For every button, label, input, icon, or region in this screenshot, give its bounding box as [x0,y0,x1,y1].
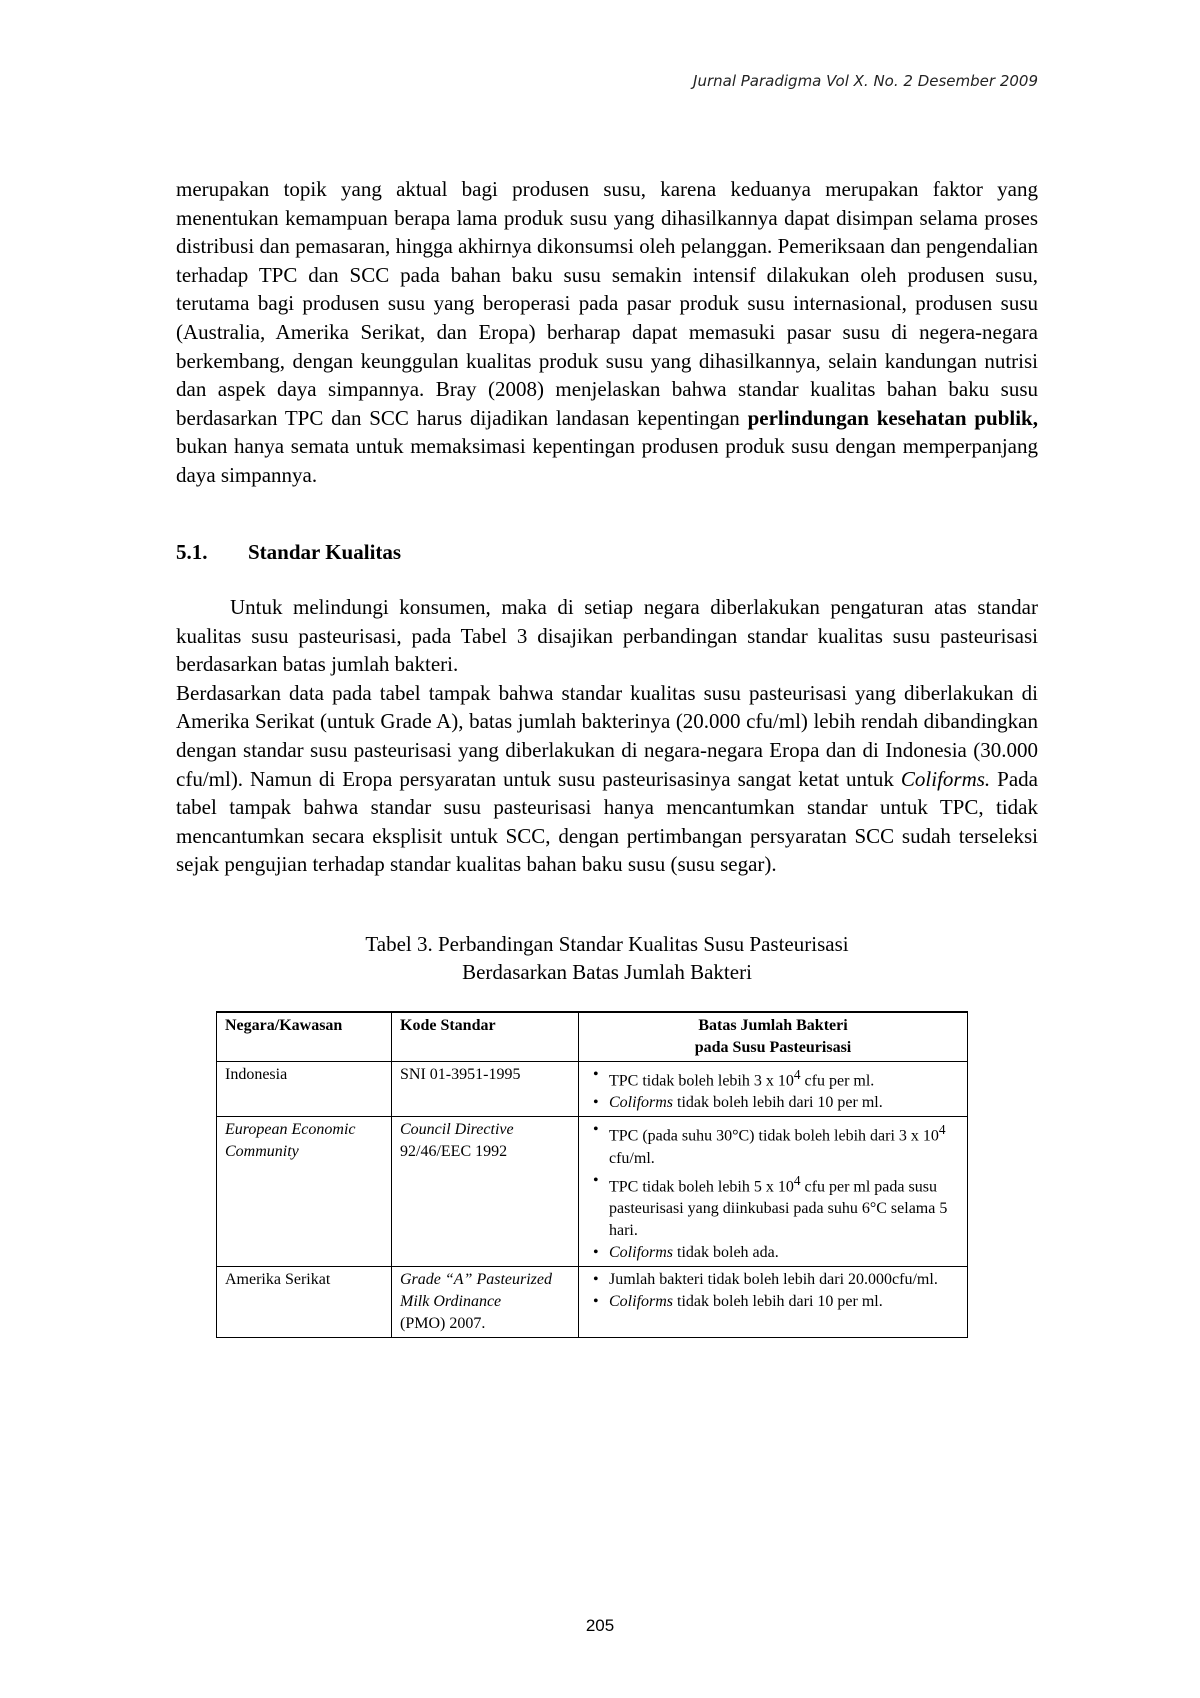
section-heading [176,540,401,565]
cell-region: Amerika Serikat [217,1266,392,1337]
cell-code [392,1117,579,1267]
cell-limits [579,1117,968,1267]
paragraph-3 [176,679,1038,879]
header-region: Negara/Kawasan [217,1012,392,1062]
paragraph-3-italic: Coliforms. [900,766,991,791]
section-body [176,593,1038,879]
limit-text: TPC tidak boleh lebih 3 x 10 [609,1072,794,1090]
header-limit-line-2: pada Susu Pasteurisasi [694,1039,852,1056]
section-title: Standar Kualitas [248,540,402,564]
cell-code-line-1: Council Directive [400,1121,514,1139]
limit-italic: Coliforms [609,1292,674,1310]
cell-code [392,1266,579,1337]
paragraph-1-bold: perlindungan kesehatan publik, [747,405,1038,430]
limit-unit: cfu per ml pada susu pasteurisasi yang diinkubasi pada suhu 6°C selama 5 hari. [609,1177,948,1239]
table-row [217,1266,968,1337]
limit-text: TPC tidak boleh lebih 5 x 10 [609,1177,794,1195]
table-row [217,1117,968,1267]
limit-bullet [609,1269,959,1291]
limit-bullet [609,1119,959,1169]
limit-text: Jumlah bakteri tidak boleh lebih dari 20.000cfu/ml. [609,1270,938,1288]
limit-text: tidak boleh ada. [673,1243,779,1261]
header-code: Kode Standar [392,1012,579,1062]
limit-bullet [609,1291,959,1313]
cell-limits [579,1266,968,1337]
limit-unit: cfu/ml. [609,1149,655,1167]
paragraph-2: Untuk melindungi konsumen, maka di setiap negara diberlakukan pengaturan atas standar kualitas susu pasteurisasi, pada Tabel 3 disajikan perbandingan standar kualitas susu pasteurisasi berdasarkan batas jumlah bakteri. [176,595,1038,677]
journal-header: Jurnal Paradigma Vol X. No. 2 Desember 2009 [693,72,1038,90]
paragraph-3-tail: Pada tabel tampak bahwa standar susu pasteurisasi hanya mencantumkan standar untuk TPC, tidak mencantumkan secara eksplisit untuk SCC, dengan pertimbangan persyaratan SCC sudah terseleksi sejak pengujian terhadap standar kualitas bahan baku susu (susu segar). [176,766,1038,877]
paragraph-1-tail: bukan hanya semata untuk memaksimasi kepentingan produsen produk susu dengan memperpanjang daya simpannya. [176,434,1038,487]
table-caption [176,930,1038,986]
limit-bullet [609,1064,959,1092]
standards-table [216,1011,968,1338]
table-caption-line-2: Berdasarkan Batas Jumlah Bakteri [462,960,752,984]
limit-text: tidak boleh lebih dari 10 per ml. [673,1094,883,1112]
table-header-row [217,1012,968,1062]
cell-code-line-2: 92/46/EEC 1992 [400,1143,508,1161]
cell-region: Indonesia [217,1062,392,1117]
table-caption-line-1: Tabel 3. Perbandingan Standar Kualitas Susu Pasteurisasi [365,932,849,956]
limit-exponent: 4 [793,1172,801,1188]
page-number: 205 [585,1616,615,1635]
header-limit [579,1012,968,1062]
limit-text: tidak boleh lebih dari 10 per ml. [673,1292,883,1310]
section-number: 5.1. [176,540,208,564]
limit-bullet [609,1092,959,1114]
limit-italic: Coliforms [609,1243,674,1261]
cell-code-tail: (PMO) 2007. [400,1314,486,1332]
cell-code: SNI 01-3951-1995 [392,1062,579,1117]
limit-bullet [609,1242,959,1264]
limit-unit: cfu per ml. [800,1072,875,1090]
limit-italic: Coliforms [609,1094,674,1112]
cell-code-italic: Grade “A” Pasteurized Milk Ordinance [400,1270,552,1310]
paragraph-3-text: Berdasarkan data pada tabel tampak bahwa standar kualitas susu pasteurisasi yang diberlakukan di Amerika Serikat (untuk Grade A), batas jumlah bakterinya (20.000 cfu/ml) lebih rendah dibandingkan dengan standar susu pasteurisasi yang diberlakukan di negara-negara Eropa dan di Indonesia (30.000 cfu/ml). Namun di Eropa persyaratan untuk susu pasteurisasinya sangat ketat untuk [176,680,1038,791]
header-limit-line-1: Batas Jumlah Bakteri [698,1017,848,1034]
cell-limits [579,1062,968,1117]
limit-exponent: 4 [793,1067,801,1082]
limit-exponent: 4 [938,1122,946,1138]
cell-region: European Economic Community [217,1117,392,1267]
paragraph-1 [176,175,1038,490]
table-row [217,1062,968,1117]
limit-text: TPC (pada suhu 30°C) tidak boleh lebih dari 3 x 10 [609,1127,939,1145]
paragraph-1-text: merupakan topik yang aktual bagi produsen susu, karena keduanya merupakan faktor yang menentukan kemampuan berapa lama produk susu yang dihasilkannya dapat disimpan selama proses distribusi dan pemasaran, hingga akhirnya dikonsumsi oleh pelanggan. Pemeriksaan dan pengendalian terhadap TPC dan SCC pada bahan baku susu semakin intensif dilakukan oleh produsen susu, terutama bagi produsen susu yang beroperasi pada pasar produk susu internasional, produsen susu (Australia, Amerika Serikat, dan Eropa) berharap dapat memasuki pasar susu di negera-negara berkembang, dengan keunggulan kualitas produk susu yang dihasilkannya, selain kandungan nutrisi dan aspek daya simpannya. Bray (2008) menjelaskan bahwa standar kualitas bahan baku susu berdasarkan TPC dan SCC harus dijadikan landasan kepentingan [176,177,1038,430]
limit-bullet [609,1170,959,1242]
